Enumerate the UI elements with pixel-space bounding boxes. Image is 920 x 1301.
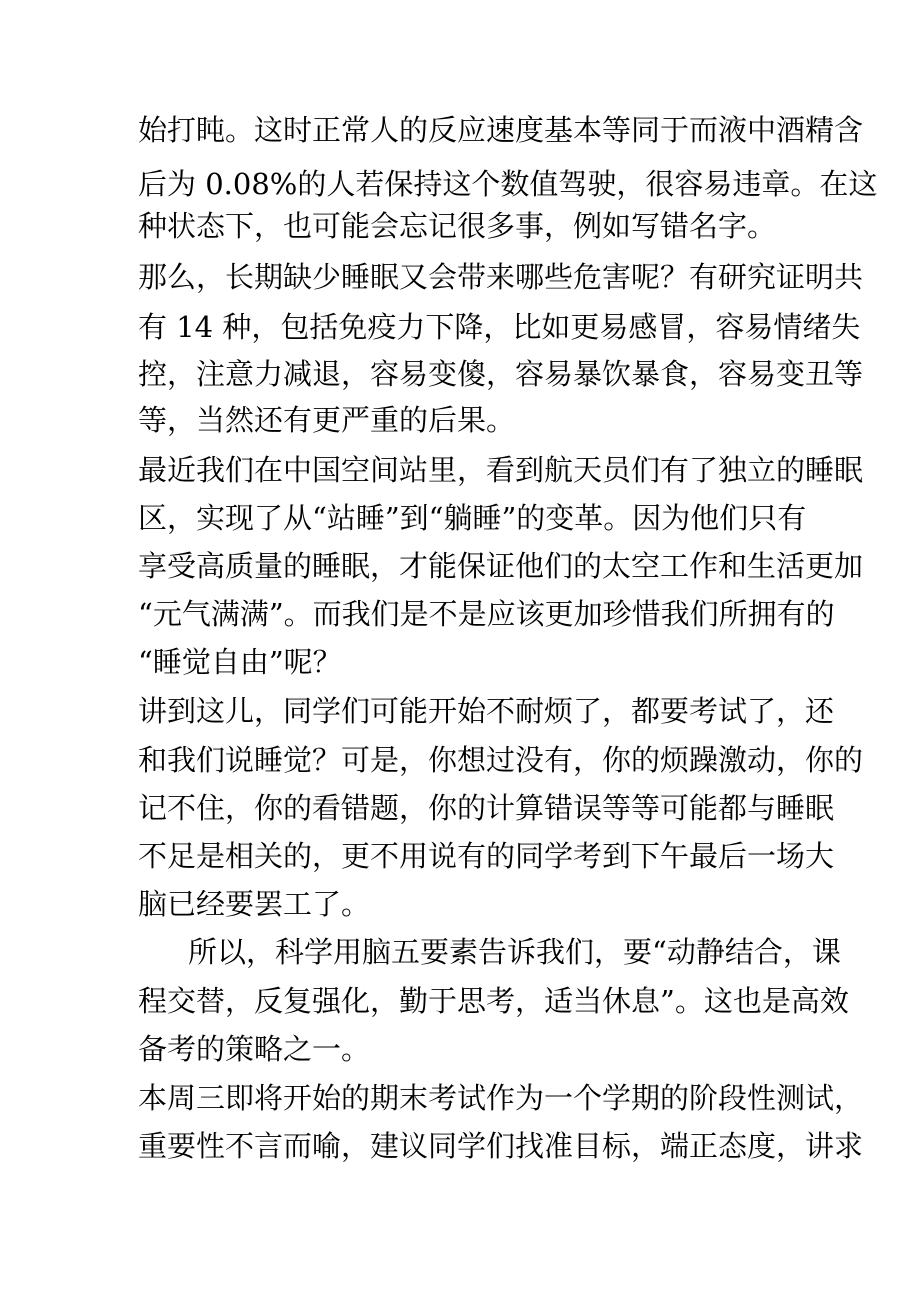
text-line: 备考的策略之一。 (138, 1032, 371, 1066)
text-line: 重要性不言而喻，建议同学们找准目标，端正态度，讲求 (138, 1129, 864, 1163)
text-line: 有 14 种，包括免疫力下降，比如更易感冒，容易情绪失 (138, 310, 861, 344)
text-line: 最近我们在中国空间站里，看到航天员们有了独立的睡眠 (138, 453, 864, 487)
text-line: 记不住，你的看错题，你的计算错误等等可能都与睡眠 (138, 791, 835, 825)
text-line: 本周三即将开始的期末考试作为一个学期的阶段性测试， (138, 1081, 864, 1115)
text-line: 区，实现了从“站睡”到“躺睡”的变革。因为他们只有 (138, 501, 807, 535)
text-line-indented: 所以，科学用脑五要素告诉我们，要“动静结合，课 (188, 935, 841, 969)
text-line: 控，注意力减退，容易变傻，容易暴饮暴食，容易变丑等 (138, 357, 864, 391)
text-line: 享受高质量的睡眠，才能保证他们的太空工作和生活更加 (138, 549, 864, 583)
text-line: 那么，长期缺少睡眠又会带来哪些危害呢？有研究证明共 (138, 260, 864, 294)
text-line: 种状态下，也可能会忘记很多事，例如写错名字。 (138, 209, 777, 243)
text-line: 等，当然还有更严重的后果。 (138, 403, 516, 437)
text-line: 和我们说睡觉？可是，你想过没有，你的烦躁激动，你的 (138, 743, 864, 777)
text-line: 后为 0.08%的人若保持这个数值驾驶，很容易违章。在这 (138, 167, 878, 201)
text-line: 程交替，反复强化，勤于思考，适当休息”。这也是高效 (138, 984, 849, 1018)
text-line: 讲到这儿，同学们可能开始不耐烦了，都要考试了，还 (138, 694, 835, 728)
text-line: “睡觉自由”呢？ (138, 645, 342, 679)
text-line: 始打盹。这时正常人的反应速度基本等同于而液中酒精含 (138, 113, 864, 147)
text-line: 脑已经要罢工了。 (138, 887, 371, 921)
text-line: 不足是相关的，更不用说有的同学考到下午最后一场大 (138, 839, 835, 873)
text-line: “元气满满”。而我们是不是应该更加珍惜我们所拥有的 (138, 597, 835, 631)
